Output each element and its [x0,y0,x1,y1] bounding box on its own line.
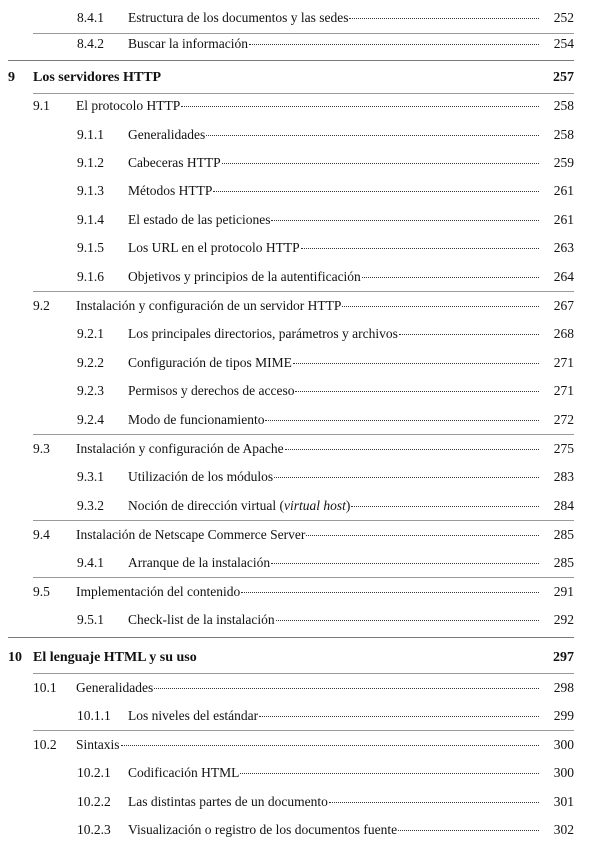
toc-entry [0,153,600,173]
entry-page: 264 [553,269,574,284]
divider [33,93,574,94]
entry-number: 9.1.6 [77,269,104,284]
section-number: 9.3 [33,441,50,456]
section-page: 285 [553,527,574,542]
dot-leader [241,591,539,593]
section-number: 9.5 [33,584,50,599]
dot-leader [271,219,539,221]
divider [33,577,574,578]
dot-leader [276,619,539,621]
toc-entry [0,267,600,287]
entry-page: 301 [553,794,574,809]
entry-number: 9.3.2 [77,498,104,513]
entry-page: 271 [553,383,574,398]
chapter-number: 9 [8,70,15,85]
chapter-page: 257 [553,70,574,85]
entry-number: 9.5.1 [77,612,104,627]
dot-leader [349,17,539,19]
entry-page: 252 [553,10,574,25]
divider [33,673,574,674]
dot-leader [121,744,539,746]
dot-leader [213,190,539,192]
entry-number: 10.2.1 [77,765,111,780]
toc-section [0,582,600,602]
entry-number: 10.2.2 [77,794,111,809]
toc-entry [0,553,600,573]
toc-entry [0,353,600,373]
toc-entry [0,792,600,812]
entry-number: 10.1.1 [77,708,111,723]
entry-title: Modo de funcionamiento [128,412,265,427]
toc-entry [0,706,600,726]
entry-page: 258 [553,127,574,142]
entry-title: Generalidades [128,127,206,142]
entry-title: Configuración de tipos MIME [128,355,292,370]
section-page: 275 [553,441,574,456]
toc-section [0,96,600,116]
divider [33,520,574,521]
dot-leader [222,162,539,164]
toc-entry [0,210,600,230]
entry-number: 9.3.1 [77,469,104,484]
dot-leader [293,362,539,364]
entry-page: 292 [553,612,574,627]
toc-entry [0,238,600,258]
dot-leader [295,390,539,392]
toc-chapter [0,648,600,668]
section-title: Generalidades [76,680,154,695]
toc-section [0,439,600,459]
entry-title: Arranque de la instalación [128,555,271,570]
entry-number: 9.1.4 [77,212,104,227]
dot-leader [271,562,539,564]
toc-entry [0,34,600,54]
divider [33,291,574,292]
entry-title: Las distintas partes de un documento [128,794,328,809]
entry-page: 268 [553,326,574,341]
entry-page: 283 [553,469,574,484]
entry-page: 263 [553,240,574,255]
toc-entry [0,8,600,28]
toc-entry [0,763,600,783]
entry-title: Métodos HTTP [128,183,213,198]
dot-leader [301,247,539,249]
divider [33,434,574,435]
divider [33,730,574,731]
entry-page: 261 [553,183,574,198]
toc-entry [0,467,600,487]
section-title: Instalación y configuración de Apache [76,441,284,456]
section-page: 267 [553,298,574,313]
entry-title: Visualización o registro de los documentos fuente [128,822,398,837]
toc-section [0,296,600,316]
entry-title: Los niveles del estándar [128,708,259,723]
dot-leader [329,801,539,803]
entry-page: 261 [553,212,574,227]
entry-title: Objetivos y principios de la autentificación [128,269,361,284]
dot-leader [249,43,539,45]
entry-number: 9.2.1 [77,326,104,341]
section-number: 10.1 [33,680,57,695]
chapter-title: El lenguaje HTML y su uso [33,650,197,665]
entry-number: 9.1.3 [77,183,104,198]
entry-number: 9.2.4 [77,412,104,427]
toc-section [0,735,600,755]
entry-page: 285 [553,555,574,570]
dot-leader [154,687,539,689]
entry-title: Check-list de la instalación [128,612,275,627]
dot-leader [351,505,539,507]
entry-number: 9.1.1 [77,127,104,142]
entry-title: Los URL en el protocolo HTTP [128,240,300,255]
entry-number: 9.1.5 [77,240,104,255]
dot-leader [342,305,539,307]
entry-number: 8.4.2 [77,36,104,51]
dot-leader [240,772,539,774]
section-title: Implementación del contenido [76,584,241,599]
entry-page: 271 [553,355,574,370]
entry-title: Noción de dirección virtual (virtual host) [128,498,351,513]
dot-leader [362,276,539,278]
dot-leader [181,105,539,107]
dot-leader [259,715,539,717]
entry-title: Los principales directorios, parámetros y archivos [128,326,398,341]
toc-entry [0,125,600,145]
toc-section [0,678,600,698]
entry-number: 10.2.3 [77,822,111,837]
toc-chapter [0,68,600,88]
section-page: 300 [553,737,574,752]
entry-title: Cabeceras HTTP [128,155,221,170]
entry-page: 259 [553,155,574,170]
dot-leader [206,134,539,136]
entry-title: Buscar la información [128,36,248,51]
entry-page: 299 [553,708,574,723]
toc-section [0,525,600,545]
entry-title: Permisos y derechos de acceso [128,383,295,398]
entry-number: 8.4.1 [77,10,104,25]
entry-title: El estado de las peticiones [128,212,271,227]
dot-leader [399,333,539,335]
toc-entry [0,381,600,401]
toc-entry [0,181,600,201]
dot-leader [285,448,539,450]
entry-title: Utilización de los módulos [128,469,274,484]
dot-leader [306,534,539,536]
divider [8,637,574,638]
toc-entry [0,820,600,840]
section-page: 298 [553,680,574,695]
section-number: 9.1 [33,98,50,113]
divider [8,60,574,61]
entry-page: 302 [553,822,574,837]
entry-title: Estructura de los documentos y las sedes [128,10,349,25]
entry-page: 272 [553,412,574,427]
dot-leader [398,829,539,831]
entry-number: 9.4.1 [77,555,104,570]
entry-page: 300 [553,765,574,780]
entry-title: Codificación HTML [128,765,240,780]
chapter-number: 10 [8,650,22,665]
entry-number: 9.1.2 [77,155,104,170]
chapter-page: 297 [553,650,574,665]
section-title: Instalación de Netscape Commerce Server [76,527,306,542]
entry-number: 9.2.3 [77,383,104,398]
section-title: Instalación y configuración de un servidor HTTP [76,298,342,313]
section-number: 10.2 [33,737,57,752]
toc-entry [0,610,600,630]
dot-leader [274,476,539,478]
toc-entry [0,324,600,344]
section-page: 258 [553,98,574,113]
entry-page: 254 [553,36,574,51]
section-title: Sintaxis [76,737,120,752]
entry-number: 9.2.2 [77,355,104,370]
section-page: 291 [553,584,574,599]
toc-entry [0,410,600,430]
dot-leader [265,419,539,421]
section-number: 9.4 [33,527,50,542]
section-number: 9.2 [33,298,50,313]
chapter-title: Los servidores HTTP [33,70,162,85]
toc-entry [0,496,600,516]
section-title: El protocolo HTTP [76,98,181,113]
entry-page: 284 [553,498,574,513]
